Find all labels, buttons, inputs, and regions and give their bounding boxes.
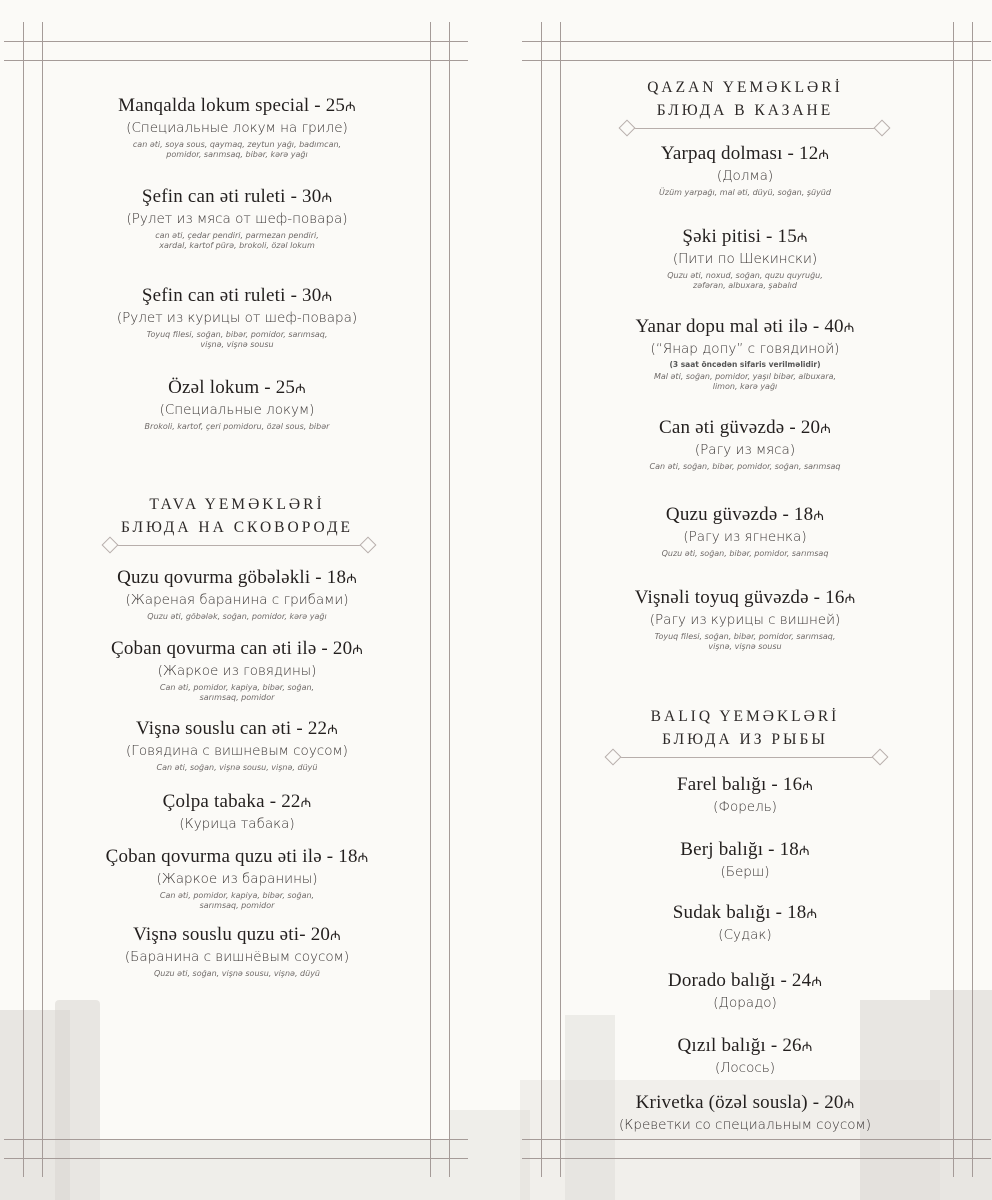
menu-item bbox=[545, 504, 945, 559]
section-divider bbox=[627, 128, 882, 129]
item-ingredients bbox=[37, 422, 437, 432]
item-name-text: Vişnəli toyuq güvəzdə - 16 bbox=[634, 587, 845, 608]
manat-icon: ₼ bbox=[327, 723, 338, 738]
menu-item bbox=[37, 95, 437, 160]
item-name-text: Quzu güvəzdə - 18 bbox=[665, 504, 814, 525]
section-divider bbox=[613, 757, 880, 758]
manat-icon: ₼ bbox=[799, 844, 810, 859]
item-name bbox=[37, 567, 437, 591]
frame-line bbox=[4, 41, 468, 42]
item-name-text: Farel balığı - 16 bbox=[676, 774, 803, 795]
item-name bbox=[37, 95, 437, 119]
menu-item bbox=[37, 285, 437, 350]
item-ingredients bbox=[545, 372, 945, 392]
item-russian-name: (Баранина с вишнёвым соусом) bbox=[124, 949, 350, 965]
item-name bbox=[545, 970, 945, 994]
item-ingredients bbox=[545, 188, 945, 198]
item-ingredients bbox=[37, 683, 437, 703]
frame-line bbox=[972, 22, 973, 1177]
frame-line bbox=[541, 22, 542, 1177]
ingredient-line: can əti, soya sous, qaymaq, zeytun yağı, badımcan, bbox=[132, 140, 342, 149]
frame-line bbox=[522, 1158, 991, 1159]
item-name bbox=[37, 846, 437, 870]
item-russian-name: (Пити по Шекински) bbox=[672, 251, 818, 267]
menu-item bbox=[545, 316, 945, 392]
item-ingredients bbox=[545, 271, 945, 291]
item-name-text: Qızıl balığı - 26 bbox=[677, 1035, 802, 1056]
item-russian-name: (Креветки со специальным соусом) bbox=[619, 1117, 871, 1133]
item-ingredients bbox=[545, 632, 945, 652]
frame-line bbox=[449, 22, 450, 1177]
menu-item bbox=[545, 1035, 945, 1078]
ingredient-line: zəfəran, albuxara, şabalıd bbox=[693, 281, 797, 290]
frame-line bbox=[4, 60, 468, 61]
manat-icon: ₼ bbox=[818, 148, 830, 163]
ingredient-line: limon, kərə yağı bbox=[712, 382, 778, 391]
item-note: (3 saat öncədən sifaris verilməlidir) bbox=[669, 360, 821, 369]
item-name bbox=[545, 902, 945, 926]
manat-icon: ₼ bbox=[806, 907, 818, 922]
item-name-text: Şefin can əti ruleti - 30 bbox=[141, 285, 322, 306]
item-name-text: Vişnə souslu can əti - 22 bbox=[136, 718, 328, 739]
ingredient-line: Mal əti, soğan, pomidor, yaşıl bibər, albuxara, bbox=[653, 372, 837, 381]
item-name bbox=[545, 226, 945, 250]
frame-line bbox=[522, 1139, 991, 1140]
item-name bbox=[545, 839, 945, 863]
item-russian-name: (Рагу из курицы с вишней) bbox=[649, 612, 841, 628]
diamond-ornament-icon bbox=[605, 749, 622, 766]
item-russian-name: (Специальные локум) bbox=[159, 402, 315, 418]
diamond-ornament-icon bbox=[360, 537, 377, 554]
item-russian-name: (Форель) bbox=[713, 799, 777, 815]
manat-icon: ₼ bbox=[820, 422, 831, 437]
ingredient-line: Toyuq filesi, soğan, bibər, pomidor, sarımsaq, bbox=[146, 330, 328, 339]
item-name-text: Dorado balığı - 24 bbox=[667, 970, 812, 991]
ingredient-line: xardal, kartof pürə, brokoli, özəl lokum bbox=[159, 241, 315, 250]
diamond-ornament-icon bbox=[872, 749, 889, 766]
diamond-ornament-icon bbox=[102, 537, 119, 554]
frame-line bbox=[4, 1139, 468, 1140]
manat-icon: ₼ bbox=[330, 929, 341, 944]
manat-icon: ₼ bbox=[300, 796, 312, 811]
section-heading bbox=[565, 76, 925, 122]
item-russian-name: (Берш) bbox=[720, 864, 770, 880]
item-russian-name: (Рагу из ягненка) bbox=[683, 529, 807, 545]
item-ingredients bbox=[37, 891, 437, 911]
menu-item bbox=[37, 377, 437, 432]
ingredient-line: sarımsaq, pomidor bbox=[199, 693, 275, 702]
menu-item bbox=[545, 587, 945, 652]
item-russian-name: (Рулет из курицы от шеф-повара) bbox=[116, 310, 358, 326]
manat-icon: ₼ bbox=[802, 779, 814, 794]
frame-line bbox=[522, 60, 991, 61]
item-name-text: Çoban qovurma can əti ilə - 20 bbox=[110, 638, 353, 659]
item-name bbox=[37, 377, 437, 401]
item-russian-name: (Курица табака) bbox=[179, 816, 295, 832]
menu-item bbox=[37, 567, 437, 622]
manat-icon: ₼ bbox=[843, 1097, 855, 1112]
item-ingredients bbox=[37, 140, 437, 160]
item-russian-name: (Жаркое из говядины) bbox=[157, 663, 317, 679]
manat-icon: ₼ bbox=[357, 851, 369, 866]
ingredient-line: Brokoli, kartof, çeri pomidoru, özəl sous, bibər bbox=[144, 422, 330, 431]
item-russian-name: (Рулет из мяса от шеф-повара) bbox=[126, 211, 348, 227]
manat-icon: ₼ bbox=[844, 592, 856, 607]
menu-item bbox=[545, 839, 945, 882]
menu-item bbox=[545, 970, 945, 1013]
manat-icon: ₼ bbox=[346, 572, 357, 587]
manat-icon: ₼ bbox=[813, 509, 825, 524]
item-name-text: Can əti güvəzdə - 20 bbox=[659, 417, 821, 438]
ingredient-line: Toyuq filesi, soğan, bibər, pomidor, sarımsaq, bbox=[654, 632, 836, 641]
item-russian-name: (Долма) bbox=[716, 168, 774, 184]
item-name-text: Yanar dopu mal əti ilə - 40 bbox=[635, 316, 844, 337]
menu-item bbox=[37, 718, 437, 773]
item-name-text: Çolpa tabaka - 22 bbox=[162, 791, 301, 812]
ingredient-line: Can əti, pomidor, kapiya, bibər, soğan, bbox=[159, 891, 315, 900]
section-title-ru: БЛЮДА В КАЗАНЕ bbox=[656, 102, 834, 119]
item-russian-name: (Судак) bbox=[718, 927, 772, 943]
frame-line bbox=[4, 1158, 468, 1159]
section-heading bbox=[565, 705, 925, 751]
ingredient-line: Quzu əti, soğan, bibər, pomidor, sarımsaq bbox=[661, 549, 829, 558]
section-title-az: TAVA YEMƏKLƏRİ bbox=[149, 496, 325, 513]
item-name bbox=[37, 186, 437, 210]
item-name-text: Özəl lokum - 25 bbox=[168, 377, 296, 398]
diamond-ornament-icon bbox=[874, 120, 891, 137]
item-russian-name: (“Янар допу” с говядиной) bbox=[650, 341, 840, 357]
menu-item bbox=[545, 417, 945, 472]
item-name bbox=[37, 924, 437, 948]
section-title-az: BALIQ YEMƏKLƏRİ bbox=[650, 708, 840, 725]
item-name bbox=[545, 504, 945, 528]
item-name bbox=[545, 774, 945, 798]
item-name-text: Quzu qovurma göbələkli - 18 bbox=[117, 567, 347, 588]
menu-item bbox=[545, 1092, 945, 1135]
menu-item bbox=[37, 638, 437, 703]
frame-line bbox=[23, 22, 24, 1177]
menu-item bbox=[37, 186, 437, 251]
menu-item bbox=[37, 791, 437, 834]
menu-item bbox=[545, 774, 945, 817]
menu-item bbox=[545, 143, 945, 198]
manat-icon: ₼ bbox=[843, 321, 855, 336]
item-russian-name: (Говядина с вишневым соусом) bbox=[126, 743, 348, 759]
item-ingredients bbox=[37, 612, 437, 622]
item-name-text: Şefin can əti ruleti - 30 bbox=[141, 186, 322, 207]
item-russian-name: (Дорадо) bbox=[713, 995, 777, 1011]
ingredient-line: can əti, çedar pendiri, parmezan pendiri, bbox=[155, 231, 319, 240]
ingredient-line: vişnə, vişnə sousu bbox=[200, 340, 274, 349]
ingredient-line: vişnə, vişnə sousu bbox=[708, 642, 782, 651]
ingredient-line: Üzüm yarpağı, mal əti, düyü, soğan, şüyüd bbox=[659, 188, 831, 197]
ingredient-line: Quzu əti, göbələk, soğan, pomidor, kərə yağı bbox=[147, 612, 327, 621]
item-name bbox=[545, 1035, 945, 1059]
section-divider bbox=[110, 545, 368, 546]
frame-line bbox=[522, 41, 991, 42]
item-ingredients bbox=[37, 969, 437, 979]
item-name-text: Çoban qovurma quzu əti ilə - 18 bbox=[105, 846, 358, 867]
item-russian-name: (Жаркое из баранины) bbox=[156, 871, 318, 887]
item-russian-name: (Рагу из мяса) bbox=[694, 442, 796, 458]
manat-icon: ₼ bbox=[811, 975, 823, 990]
item-name bbox=[545, 316, 945, 340]
item-name-text: Krivetka (özəl sousla) - 20 bbox=[635, 1092, 844, 1113]
manat-icon: ₼ bbox=[796, 231, 808, 246]
item-ingredients bbox=[545, 462, 945, 472]
item-name bbox=[37, 718, 437, 742]
section-title-ru: БЛЮДА ИЗ РЫБЫ bbox=[662, 731, 828, 748]
item-russian-name: (Жареная баранина с грибами) bbox=[125, 592, 349, 608]
ingredient-line: Can əti, soğan, vişnə sousu, vişnə, düyü bbox=[156, 763, 318, 772]
diamond-ornament-icon bbox=[619, 120, 636, 137]
item-name bbox=[545, 587, 945, 611]
ingredient-line: Quzu əti, noxud, soğan, quzu quyruğu, bbox=[667, 271, 823, 280]
item-name bbox=[37, 791, 437, 815]
frame-line bbox=[953, 22, 954, 1177]
menu-item bbox=[37, 924, 437, 979]
item-name-text: Şəki pitisi - 15 bbox=[682, 226, 797, 247]
menu-item bbox=[545, 226, 945, 291]
item-name bbox=[37, 638, 437, 662]
item-ingredients bbox=[37, 231, 437, 251]
manat-icon: ₼ bbox=[295, 382, 306, 397]
item-name bbox=[545, 417, 945, 441]
item-russian-name: (Лосось) bbox=[714, 1060, 775, 1076]
item-name-text: Yarpaq dolması - 12 bbox=[660, 143, 819, 164]
item-name-text: Berj balığı - 18 bbox=[680, 839, 800, 860]
item-russian-name: (Специальные локум на гриле) bbox=[126, 120, 348, 136]
manat-icon: ₼ bbox=[345, 100, 356, 115]
item-name-text: Manqalda lokum special - 25 bbox=[118, 95, 346, 116]
item-name-text: Vişnə souslu quzu əti- 20 bbox=[133, 924, 331, 945]
section-title-ru: БЛЮДА НА СКОВОРОДЕ bbox=[121, 519, 353, 536]
item-ingredients bbox=[37, 763, 437, 773]
item-ingredients bbox=[37, 330, 437, 350]
ingredient-line: Can əti, pomidor, kapiya, bibər, soğan, bbox=[159, 683, 315, 692]
ingredient-line: pomidor, sarımsaq, bibər, kərə yağı bbox=[166, 150, 308, 159]
ingredient-line: Quzu əti, soğan, vişnə sousu, vişnə, düyü bbox=[153, 969, 321, 978]
manat-icon: ₼ bbox=[352, 643, 364, 658]
item-name bbox=[545, 143, 945, 167]
manat-icon: ₼ bbox=[321, 191, 333, 206]
ingredient-line: Can əti, soğan, bibər, pomidor, soğan, sarımsaq bbox=[649, 462, 841, 471]
section-heading bbox=[57, 493, 417, 539]
item-name bbox=[37, 285, 437, 309]
menu-item bbox=[37, 846, 437, 911]
menu-item bbox=[545, 902, 945, 945]
item-name-text: Sudak balığı - 18 bbox=[672, 902, 807, 923]
section-title-az: QAZAN YEMƏKLƏRİ bbox=[647, 79, 843, 96]
manat-icon: ₼ bbox=[801, 1040, 813, 1055]
item-name bbox=[545, 1092, 945, 1116]
manat-icon: ₼ bbox=[321, 290, 333, 305]
ingredient-line: sarımsaq, pomidor bbox=[199, 901, 275, 910]
item-ingredients bbox=[545, 549, 945, 559]
